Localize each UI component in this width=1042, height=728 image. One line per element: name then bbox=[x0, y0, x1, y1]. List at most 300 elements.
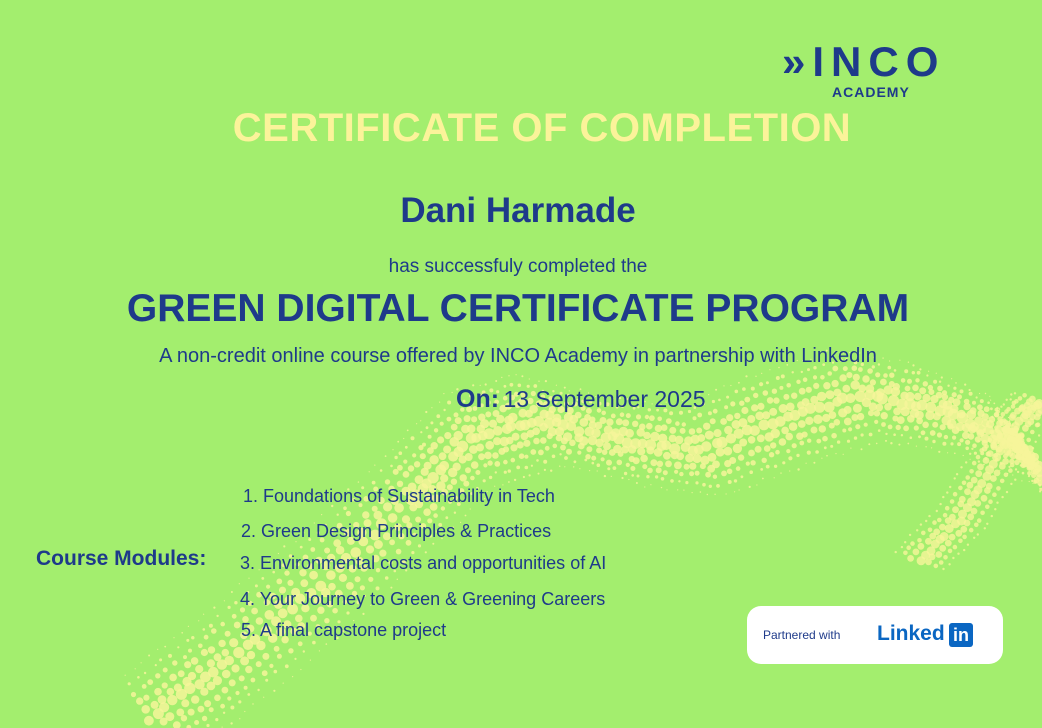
halftone-dot bbox=[276, 579, 282, 585]
halftone-dot bbox=[177, 646, 179, 648]
halftone-dot bbox=[208, 646, 215, 653]
halftone-dot bbox=[492, 452, 499, 459]
halftone-dot bbox=[972, 443, 977, 448]
halftone-dot bbox=[403, 438, 404, 439]
halftone-dot bbox=[938, 451, 940, 453]
halftone-dot bbox=[953, 387, 956, 390]
halftone-dot bbox=[524, 455, 528, 459]
halftone-dot bbox=[862, 375, 869, 382]
halftone-dot bbox=[155, 673, 160, 678]
halftone-dot bbox=[256, 661, 262, 667]
halftone-dot bbox=[141, 705, 150, 714]
halftone-dot bbox=[262, 670, 268, 676]
halftone-dot bbox=[936, 373, 937, 374]
halftone-dot bbox=[589, 417, 595, 423]
halftone-dot bbox=[969, 392, 973, 396]
halftone-dot bbox=[443, 393, 444, 394]
halftone-dot bbox=[942, 390, 947, 395]
halftone-dot bbox=[511, 458, 516, 463]
halftone-dot bbox=[661, 477, 665, 481]
halftone-dot bbox=[734, 491, 735, 492]
halftone-dot bbox=[292, 676, 293, 677]
halftone-dot bbox=[506, 421, 516, 431]
halftone-dot bbox=[969, 528, 974, 533]
halftone-dot bbox=[483, 479, 486, 482]
halftone-dot bbox=[501, 377, 502, 378]
halftone-dot bbox=[893, 433, 896, 436]
halftone-dot bbox=[925, 520, 927, 522]
halftone-dot bbox=[213, 676, 222, 685]
halftone-dot bbox=[167, 695, 177, 705]
halftone-dot bbox=[475, 470, 480, 475]
halftone-dot bbox=[948, 549, 953, 554]
halftone-dot bbox=[261, 577, 264, 580]
halftone-dot bbox=[457, 441, 468, 452]
halftone-dot bbox=[821, 458, 822, 459]
halftone-dot bbox=[874, 420, 878, 424]
halftone-dot bbox=[529, 474, 531, 476]
halftone-dot bbox=[729, 457, 736, 464]
halftone-dot bbox=[603, 442, 611, 450]
halftone-dot bbox=[820, 375, 825, 380]
halftone-dot bbox=[941, 376, 943, 378]
halftone-dot bbox=[516, 466, 520, 470]
halftone-dot bbox=[830, 445, 833, 448]
halftone-dot bbox=[230, 706, 234, 710]
halftone-dot bbox=[431, 407, 432, 408]
halftone-dot bbox=[455, 417, 462, 424]
halftone-dot bbox=[779, 386, 783, 390]
halftone-dot bbox=[1009, 444, 1016, 451]
halftone-dot bbox=[288, 648, 293, 653]
halftone-dot bbox=[748, 436, 756, 444]
halftone-dot bbox=[826, 455, 828, 457]
halftone-dot bbox=[616, 418, 623, 425]
halftone-dot bbox=[536, 459, 539, 462]
halftone-dot bbox=[772, 389, 777, 394]
halftone-dot bbox=[471, 416, 477, 422]
halftone-dot bbox=[756, 484, 757, 485]
halftone-dot bbox=[434, 428, 438, 432]
halftone-dot bbox=[224, 600, 225, 601]
halftone-dot bbox=[940, 532, 949, 541]
halftone-dot bbox=[696, 428, 702, 434]
halftone-dot bbox=[1015, 468, 1017, 470]
halftone-dot bbox=[1022, 393, 1027, 398]
halftone-dot bbox=[1000, 479, 1005, 484]
halftone-dot bbox=[714, 494, 715, 495]
halftone-dot bbox=[485, 441, 494, 450]
halftone-dot bbox=[489, 476, 492, 479]
halftone-dot bbox=[897, 416, 905, 424]
halftone-dot bbox=[683, 490, 684, 491]
halftone-dot bbox=[786, 383, 791, 388]
completion-date bbox=[456, 385, 706, 414]
halftone-dot bbox=[935, 551, 942, 558]
halftone-dot bbox=[776, 376, 780, 380]
halftone-dot bbox=[999, 419, 1004, 424]
halftone-dot bbox=[465, 453, 473, 461]
halftone-dot bbox=[689, 428, 696, 435]
halftone-dot bbox=[739, 439, 747, 447]
halftone-dot bbox=[726, 414, 733, 421]
halftone-dot bbox=[579, 468, 580, 469]
halftone-dot bbox=[649, 415, 655, 421]
halftone-dot bbox=[759, 382, 763, 386]
halftone-dot bbox=[586, 446, 592, 452]
halftone-dot bbox=[229, 679, 236, 686]
halftone-dot bbox=[932, 440, 935, 443]
halftone-dot bbox=[811, 427, 818, 434]
halftone-dot bbox=[766, 381, 769, 384]
halftone-dot bbox=[529, 378, 530, 379]
halftone-dot bbox=[774, 477, 775, 478]
halftone-dot bbox=[847, 440, 850, 443]
halftone-dot bbox=[523, 476, 525, 478]
halftone-dot bbox=[214, 695, 221, 702]
halftone-dot bbox=[751, 387, 755, 391]
halftone-dot bbox=[403, 460, 407, 464]
halftone-dot bbox=[1003, 403, 1005, 405]
halftone-dot bbox=[781, 427, 789, 435]
halftone-dot bbox=[198, 644, 203, 649]
halftone-dot bbox=[936, 392, 943, 399]
halftone-dot bbox=[1000, 406, 1002, 408]
halftone-dot bbox=[165, 712, 174, 721]
halftone-dot bbox=[447, 401, 451, 405]
halftone-dot bbox=[757, 435, 765, 443]
halftone-dot bbox=[976, 396, 978, 398]
halftone-dot bbox=[950, 442, 953, 445]
halftone-dot bbox=[255, 584, 258, 587]
halftone-dot bbox=[201, 649, 208, 656]
halftone-dot bbox=[708, 411, 712, 415]
halftone-dot bbox=[964, 384, 966, 386]
halftone-dot bbox=[155, 664, 157, 666]
halftone-dot bbox=[1010, 463, 1015, 468]
halftone-dot bbox=[239, 675, 245, 681]
halftone-dot bbox=[914, 393, 922, 401]
halftone-dot bbox=[674, 462, 682, 470]
halftone-dot bbox=[471, 461, 479, 469]
halftone-dot bbox=[510, 444, 517, 451]
halftone-dot bbox=[991, 515, 993, 517]
halftone-dot bbox=[910, 541, 915, 546]
halftone-dot bbox=[407, 430, 409, 432]
halftone-dot bbox=[901, 378, 906, 383]
halftone-dot bbox=[198, 706, 205, 713]
halftone-dot bbox=[741, 407, 748, 414]
halftone-dot bbox=[339, 574, 347, 582]
halftone-dot bbox=[574, 426, 584, 436]
halftone-dot bbox=[411, 436, 415, 440]
halftone-dot bbox=[989, 396, 990, 397]
halftone-dot bbox=[957, 442, 961, 446]
halftone-dot bbox=[905, 386, 911, 392]
halftone-dot bbox=[433, 513, 438, 518]
halftone-dot bbox=[465, 467, 471, 473]
halftone-dot bbox=[414, 461, 420, 467]
halftone-dot bbox=[918, 435, 921, 438]
halftone-dot bbox=[412, 453, 416, 457]
halftone-dot bbox=[443, 446, 451, 454]
halftone-dot bbox=[993, 403, 995, 405]
halftone-dot bbox=[769, 408, 777, 416]
halftone-dot bbox=[577, 451, 581, 455]
halftone-dot bbox=[937, 432, 942, 437]
halftone-dot bbox=[928, 371, 929, 372]
halftone-dot bbox=[173, 721, 181, 728]
halftone-dot bbox=[769, 369, 770, 370]
halftone-dot bbox=[257, 689, 259, 691]
halftone-dot bbox=[611, 414, 616, 419]
halftone-dot bbox=[362, 613, 364, 615]
halftone-dot bbox=[822, 436, 828, 442]
halftone-dot bbox=[730, 385, 731, 386]
halftone-dot bbox=[206, 724, 209, 727]
halftone-dot bbox=[723, 385, 724, 386]
halftone-dot bbox=[374, 465, 375, 466]
halftone-dot bbox=[807, 439, 811, 443]
halftone-dot bbox=[564, 456, 568, 460]
halftone-dot bbox=[767, 397, 774, 404]
halftone-dot bbox=[564, 466, 565, 467]
halftone-dot bbox=[939, 381, 941, 383]
halftone-dot bbox=[883, 373, 888, 378]
halftone-dot bbox=[1012, 474, 1013, 475]
halftone-dot bbox=[827, 371, 832, 376]
halftone-dot bbox=[761, 373, 762, 374]
halftone-dot bbox=[128, 682, 131, 685]
certificate-title: CERTIFICATE OF COMPLETION bbox=[232, 106, 852, 150]
halftone-dot bbox=[1029, 481, 1030, 482]
halftone-dot bbox=[606, 460, 612, 466]
halftone-dot bbox=[263, 697, 264, 698]
halftone-dot bbox=[910, 436, 913, 439]
module-item-3: 3. Environmental costs and opportunities of AI bbox=[240, 553, 607, 573]
halftone-dot bbox=[310, 547, 315, 552]
halftone-dot bbox=[238, 700, 241, 703]
halftone-dot bbox=[689, 471, 694, 476]
halftone-dot bbox=[650, 432, 660, 442]
halftone-dot bbox=[802, 432, 808, 438]
halftone-dot bbox=[748, 450, 755, 457]
halftone-dot bbox=[157, 649, 158, 650]
halftone-dot bbox=[1014, 479, 1016, 481]
halftone-dot bbox=[569, 440, 576, 447]
halftone-dot bbox=[200, 688, 208, 696]
halftone-dot bbox=[876, 404, 884, 412]
halftone-dot bbox=[516, 374, 517, 375]
halftone-dot bbox=[1004, 421, 1011, 428]
halftone-dot bbox=[806, 463, 807, 464]
halftone-dot bbox=[769, 452, 774, 457]
halftone-dot bbox=[326, 643, 328, 645]
halftone-dot bbox=[394, 456, 397, 459]
halftone-dot bbox=[813, 415, 822, 424]
halftone-dot bbox=[453, 463, 461, 471]
halftone-dot bbox=[523, 440, 530, 447]
halftone-dot bbox=[1035, 441, 1037, 443]
halftone-dot bbox=[697, 434, 705, 442]
halftone-dot bbox=[162, 682, 168, 688]
halftone-dot bbox=[788, 456, 792, 460]
halftone-dot bbox=[939, 545, 946, 552]
halftone-dot bbox=[708, 453, 717, 462]
halftone-dot bbox=[285, 664, 289, 668]
halftone-dot bbox=[154, 688, 162, 696]
halftone-dot bbox=[813, 383, 819, 389]
halftone-dot bbox=[369, 471, 370, 472]
halftone-dot bbox=[533, 438, 540, 445]
halftone-dot bbox=[727, 469, 733, 475]
halftone-dot bbox=[750, 460, 755, 465]
halftone-dot bbox=[951, 378, 952, 379]
halftone-dot bbox=[624, 472, 627, 475]
halftone-dot bbox=[470, 508, 471, 509]
halftone-dot bbox=[854, 436, 857, 439]
halftone-dot bbox=[560, 445, 566, 451]
halftone-dot bbox=[813, 375, 817, 379]
halftone-dot bbox=[679, 472, 683, 476]
halftone-dot bbox=[825, 390, 834, 399]
halftone-dot bbox=[766, 465, 770, 469]
halftone-dot bbox=[252, 703, 253, 704]
halftone-dot bbox=[420, 420, 421, 421]
halftone-dot bbox=[932, 520, 937, 525]
halftone-dot bbox=[430, 421, 433, 424]
halftone-dot bbox=[220, 704, 225, 709]
halftone-dot bbox=[881, 412, 888, 419]
halftone-dot bbox=[211, 628, 217, 634]
halftone-dot bbox=[636, 482, 638, 484]
halftone-dot bbox=[374, 511, 383, 520]
halftone-dot bbox=[994, 470, 1001, 477]
halftone-dot bbox=[677, 489, 678, 490]
halftone-dot bbox=[858, 385, 866, 393]
date-label: On: bbox=[456, 385, 500, 413]
halftone-dot bbox=[796, 380, 800, 384]
halftone-dot bbox=[974, 452, 977, 455]
halftone-dot bbox=[977, 464, 984, 471]
halftone-dot bbox=[439, 402, 440, 403]
halftone-dot bbox=[685, 481, 688, 484]
halftone-dot bbox=[144, 716, 154, 726]
halftone-dot bbox=[372, 481, 376, 485]
halftone-dot bbox=[749, 470, 753, 474]
halftone-dot bbox=[178, 670, 185, 677]
halftone-dot bbox=[993, 438, 1000, 445]
halftone-dot bbox=[999, 408, 1000, 409]
halftone-dot bbox=[646, 423, 653, 430]
halftone-dot bbox=[476, 444, 484, 452]
halftone-dot bbox=[355, 576, 361, 582]
halftone-dot bbox=[675, 436, 684, 445]
halftone-dot bbox=[392, 449, 393, 450]
halftone-dot bbox=[713, 429, 721, 437]
program-name: GREEN DIGITAL CERTIFICATE PROGRAM bbox=[126, 287, 910, 330]
halftone-dot bbox=[948, 563, 950, 565]
halftone-dot bbox=[202, 716, 207, 721]
halftone-dot bbox=[125, 675, 126, 676]
halftone-dot bbox=[676, 452, 684, 460]
halftone-dot bbox=[1022, 472, 1025, 475]
halftone-dot bbox=[487, 460, 492, 465]
halftone-dot bbox=[744, 397, 750, 403]
halftone-dot bbox=[1038, 434, 1040, 436]
halftone-dot bbox=[755, 376, 756, 377]
halftone-dot bbox=[819, 425, 826, 432]
halftone-dot bbox=[786, 403, 795, 412]
halftone-dot bbox=[503, 446, 509, 452]
halftone-dot bbox=[408, 465, 414, 471]
logo-chevrons-icon: » bbox=[782, 38, 813, 85]
halftone-dot bbox=[665, 461, 672, 468]
halftone-dot bbox=[942, 496, 944, 498]
halftone-dot bbox=[803, 377, 808, 382]
halftone-dot bbox=[642, 464, 647, 469]
halftone-dot bbox=[251, 678, 256, 683]
halftone-dot bbox=[661, 424, 668, 431]
halftone-dot bbox=[227, 696, 231, 700]
halftone-dot bbox=[994, 425, 999, 430]
halftone-dot bbox=[950, 499, 955, 504]
halftone-dot bbox=[751, 404, 758, 411]
halftone-dot bbox=[508, 481, 510, 483]
halftone-dot bbox=[310, 660, 311, 661]
halftone-dot bbox=[596, 447, 602, 453]
recipient-name: Dani Harmade bbox=[400, 191, 636, 230]
halftone-dot bbox=[979, 448, 984, 453]
halftone-dot bbox=[159, 658, 162, 661]
halftone-dot bbox=[494, 461, 500, 467]
halftone-dot bbox=[666, 418, 672, 424]
halftone-dot bbox=[707, 494, 708, 495]
module-item-2: 2. Green Design Principles & Practices bbox=[241, 521, 552, 541]
halftone-dot bbox=[508, 375, 509, 376]
halftone-dot bbox=[939, 524, 946, 531]
halftone-dot bbox=[977, 404, 983, 410]
halftone-dot bbox=[971, 508, 978, 515]
halftone-dot bbox=[416, 423, 417, 424]
halftone-dot bbox=[669, 427, 676, 434]
halftone-dot bbox=[834, 419, 841, 426]
halftone-dot bbox=[939, 503, 941, 505]
halftone-dot bbox=[1019, 449, 1024, 454]
halftone-dot bbox=[300, 579, 308, 587]
module-item-5: 5. A final capstone project bbox=[241, 620, 447, 640]
halftone-dot bbox=[346, 611, 349, 614]
halftone-dot bbox=[496, 415, 504, 423]
halftone-dot bbox=[184, 661, 191, 668]
halftone-dot bbox=[544, 469, 546, 471]
halftone-dot bbox=[964, 520, 971, 527]
halftone-dot bbox=[844, 406, 852, 414]
halftone-dot bbox=[215, 718, 218, 721]
halftone-dot bbox=[797, 468, 799, 470]
halftone-dot bbox=[904, 369, 908, 373]
halftone-dot bbox=[912, 385, 919, 392]
halftone-dot bbox=[1016, 455, 1021, 460]
halftone-dot bbox=[925, 538, 932, 545]
halftone-dot bbox=[191, 695, 199, 703]
halftone-dot bbox=[973, 537, 975, 539]
halftone-dot bbox=[1032, 447, 1034, 449]
halftone-dot bbox=[716, 448, 725, 457]
halftone-dot bbox=[842, 385, 850, 393]
halftone-dot bbox=[817, 392, 826, 401]
halftone-dot bbox=[1014, 399, 1019, 404]
